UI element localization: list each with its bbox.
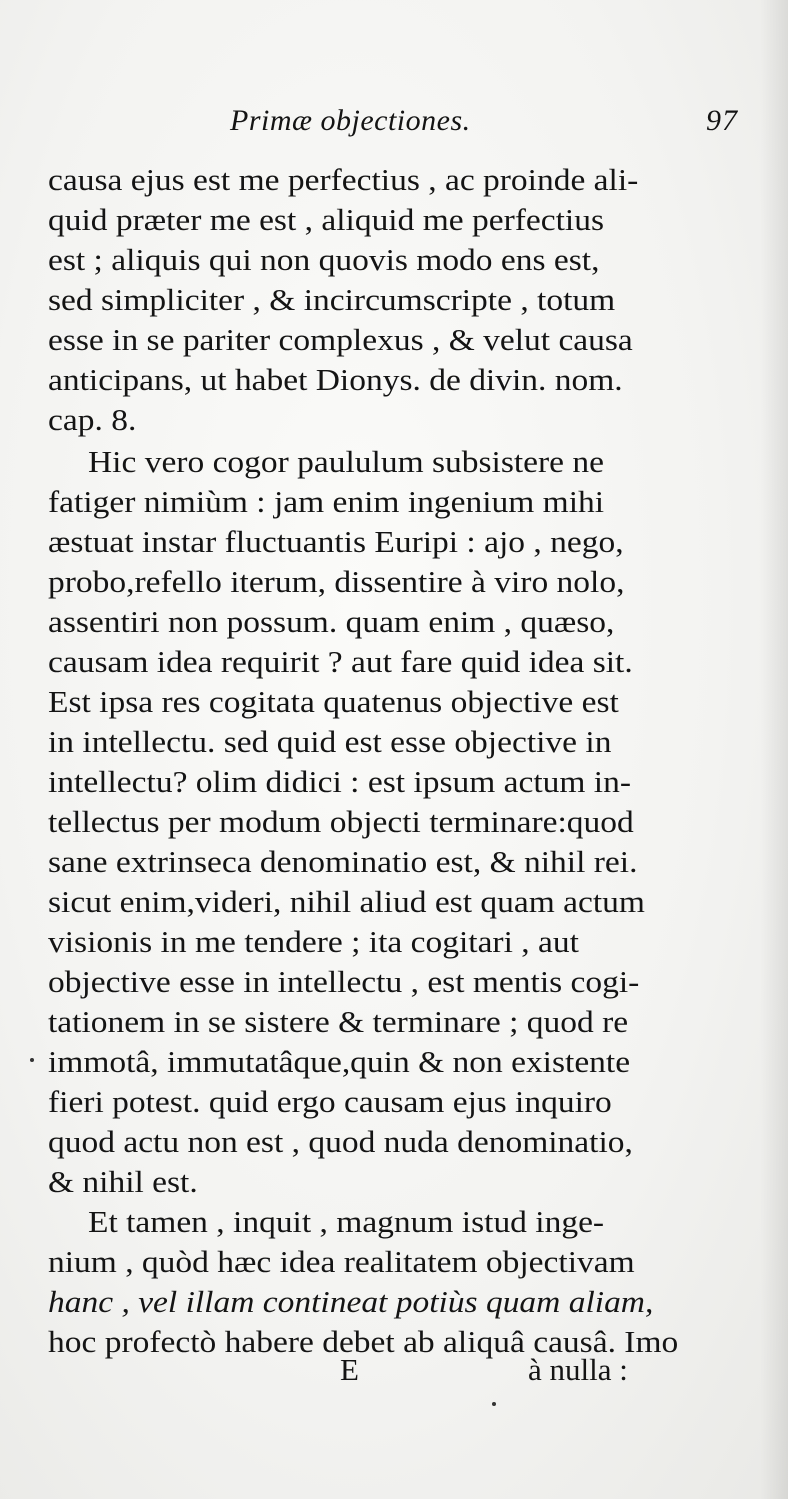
text-line: anticipans, ut habet Dionys. de divin. nom. — [48, 362, 623, 397]
text-line: sane extrinseca denominatio est, & nihil rei. — [48, 844, 638, 879]
text-line: sed simpliciter , & incircumscripte , totum — [48, 282, 616, 317]
spine-shadow — [760, 0, 788, 1499]
text-line: æstuat instar fluctuantis Euripi : ajo , nego, — [48, 524, 624, 559]
text-line: tellectus per modum objecti terminare:quod — [48, 804, 634, 839]
catchword: à nulla : — [528, 1352, 628, 1387]
text-line: causa ejus est me perfectius , ac proinde ali- — [48, 162, 639, 197]
ink-speck — [30, 1058, 34, 1062]
text-line: hanc , vel illam contineat potiùs quam aliam, — [48, 1284, 654, 1319]
text-line: objective esse in intellectu , est mentis cogi- — [48, 964, 640, 999]
text-line: probo,refello iterum, dissentire à viro nolo, — [48, 564, 625, 599]
text-line: quid præter me est , aliquid me perfectius — [48, 202, 604, 237]
signature-mark: E — [340, 1352, 359, 1387]
text-line: immotâ, immutatâque,quin & non existente — [48, 1044, 631, 1079]
text-line: quod actu non est , quod nuda denominatio, — [48, 1124, 633, 1159]
text-line: Est ipsa res cogitata quatenus objective est — [48, 684, 619, 719]
text-line: visionis in me tendere ; ita cogitari , aut — [48, 924, 579, 959]
text-line: sicut enim,videri, nihil aliud est quam actum — [48, 884, 645, 919]
running-title: Primæ objectiones. — [230, 104, 471, 137]
text-line: hoc profectò habere debet ab aliquâ causâ. Imo — [48, 1324, 679, 1359]
text-line: Hic vero cogor paululum subsistere ne — [88, 444, 605, 479]
text-line: intellectu? olim didici : est ipsum actum in- — [48, 764, 631, 799]
text-line: nium , quòd hæc idea realitatem objectivam — [48, 1244, 635, 1279]
text-line: tationem in se sistere & terminare ; quod re — [48, 1004, 629, 1039]
text-line: in intellectu. sed quid est esse objective in — [48, 724, 612, 759]
text-line: assentiri non possum. quam enim , quæso, — [48, 604, 615, 639]
text-line: fieri potest. quid ergo causam ejus inquiro — [48, 1084, 612, 1119]
page-number: 97 — [706, 104, 738, 137]
text-line: cap. 8. — [48, 402, 137, 437]
running-head — [48, 104, 738, 144]
text-line: & nihil est. — [48, 1164, 198, 1199]
ink-speck — [492, 1402, 496, 1406]
text-line: fatiger nimiùm : jam enim ingenium mihi — [48, 484, 605, 519]
text-line: causam idea requirit ? aut fare quid idea sit. — [48, 644, 633, 679]
text-line: est ; aliquis qui non quovis modo ens est, — [48, 242, 600, 277]
text-line: Et tamen , inquit , magnum istud inge- — [88, 1204, 605, 1239]
text-line: esse in se pariter complexus , & velut causa — [48, 322, 633, 357]
